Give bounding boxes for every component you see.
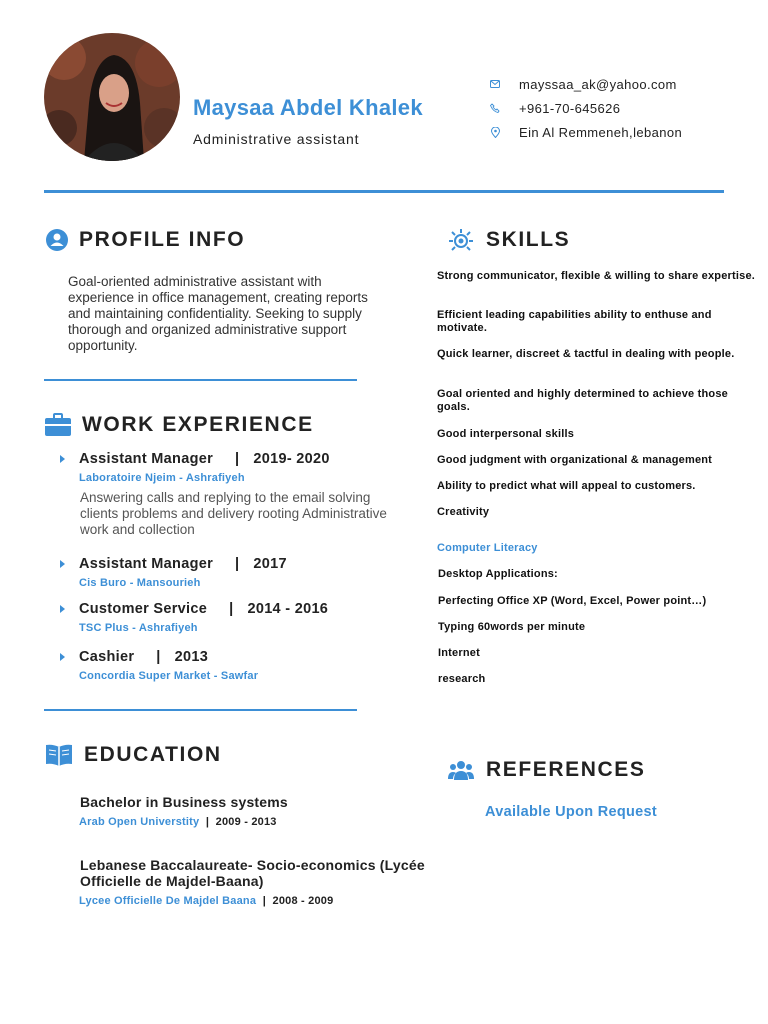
job-company: Cis Buro - Mansourieh (79, 577, 201, 589)
work-divider (44, 709, 357, 711)
computer-skill-item: Typing 60words per minute (438, 621, 586, 633)
contact-email-text: mayssaa_ak@yahoo.com (519, 76, 677, 92)
work-heading-text: WORK EXPERIENCE (82, 413, 314, 436)
job-item: Assistant Manager | 2019- 2020 Laboratoire Njeim - Ashrafiyeh Answering calls and replying to the email solving clients problems and delivery rooting Administrative work and collection (60, 451, 390, 538)
skills-heading-text: SKILLS (486, 228, 571, 251)
candidate-role: Administrative assistant (193, 131, 360, 147)
job-title: Customer Service (79, 601, 208, 617)
computer-skill-item: Internet (438, 647, 480, 659)
references-heading (448, 758, 646, 782)
education-school-line: Arab Open Universtity | 2009 - 2013 (79, 816, 277, 828)
phone-icon (489, 102, 501, 114)
email-icon (489, 78, 501, 90)
skill-item: Goal oriented and highly determined to achieve those goals. (437, 388, 728, 413)
contact-location (489, 122, 682, 142)
bullet-arrow-icon (60, 605, 65, 613)
profile-heading-text: PROFILE INFO (79, 228, 246, 251)
contact-phone-text: +961-70-645626 (519, 100, 621, 116)
job-item: Customer Service | 2014 - 2016 TSC Plus - Ashrafiyeh (60, 601, 328, 634)
education-school-line: Lycee Officielle De Majdel Baana | 2008 - 2009 (79, 895, 334, 907)
education-heading-text: EDUCATION (84, 743, 222, 766)
header-divider (44, 190, 724, 193)
location-icon (489, 126, 501, 138)
profile-photo (44, 33, 180, 161)
job-title: Assistant Manager (79, 556, 214, 572)
computer-skill-item: Perfecting Office XP (Word, Excel, Power point…) (438, 595, 707, 607)
job-years: 2014 - 2016 (247, 601, 329, 617)
references-text: Available Upon Request (485, 804, 658, 820)
profile-divider (44, 379, 357, 381)
education-school: Arab Open Universtity (79, 816, 200, 828)
skill-item: Ability to predict what will appeal to customers. (437, 480, 696, 492)
candidate-name: Maysaa Abdel Khalek (193, 95, 423, 120)
bullet-arrow-icon (60, 653, 65, 661)
job-years: 2019- 2020 (253, 451, 330, 467)
skill-item: Strong communicator, flexible & willing to share expertise. (437, 270, 756, 282)
profile-heading (45, 228, 245, 252)
skills-heading (448, 228, 570, 252)
job-years: 2013 (174, 649, 209, 665)
user-icon (45, 228, 69, 252)
book-icon (44, 743, 74, 767)
job-item: Cashier | 2013 Concordia Super Market - Sawfar (60, 649, 258, 682)
education-school: Lycee Officielle De Majdel Baana (79, 895, 257, 907)
job-years: 2017 (253, 556, 287, 572)
job-company: Concordia Super Market - Sawfar (79, 670, 259, 682)
education-years: 2009 - 2013 (215, 816, 277, 828)
computer-literacy-heading: Computer Literacy (437, 542, 538, 554)
job-item: Assistant Manager | 2017 Cis Buro - Mansourieh (60, 556, 287, 589)
skill-item: Creativity (437, 506, 490, 518)
contact-location-text: Ein Al Remmeneh,lebanon (519, 124, 683, 140)
skills-icon (448, 228, 474, 252)
job-title: Assistant Manager (79, 451, 214, 467)
education-heading (44, 743, 222, 767)
computer-skill-item: Desktop Applications: (438, 568, 558, 580)
job-company: Laboratoire Njeim - Ashrafiyeh (79, 472, 245, 484)
skill-item: Good judgment with organizational & management (437, 454, 713, 466)
computer-skill-item: research (438, 673, 486, 685)
education-years: 2008 - 2009 (272, 895, 334, 907)
contact-email[interactable] (489, 74, 677, 94)
profile-summary: Goal-oriented administrative assistant with experience in office management, creating reports and maintaining confidentiality. Seeking to supply thorough and organized administrative support opportunity. (68, 274, 368, 353)
bullet-arrow-icon (60, 560, 65, 568)
skill-item: Good interpersonal skills (437, 428, 575, 440)
people-icon (448, 758, 474, 782)
job-company: TSC Plus - Ashrafiyeh (79, 622, 198, 634)
education-title: Bachelor in Business systems (80, 794, 288, 810)
briefcase-icon (44, 413, 72, 437)
work-heading (44, 413, 314, 437)
skill-item: Quick learner, discreet & tactful in dealing with people. (437, 348, 735, 360)
bullet-arrow-icon (60, 455, 65, 463)
job-description: Answering calls and replying to the email solving clients problems and delivery rooting Administrative work and collection (80, 490, 387, 537)
job-title: Cashier (79, 649, 135, 665)
references-heading-text: REFERENCES (486, 758, 646, 781)
skill-item: Efficient leading capabilities ability to enthuse and motivate. (437, 309, 712, 334)
education-title: Lebanese Baccalaureate- Socio-economics (Lycée Officielle de Majdel-Baana) (80, 857, 425, 889)
contact-phone[interactable] (489, 98, 620, 118)
